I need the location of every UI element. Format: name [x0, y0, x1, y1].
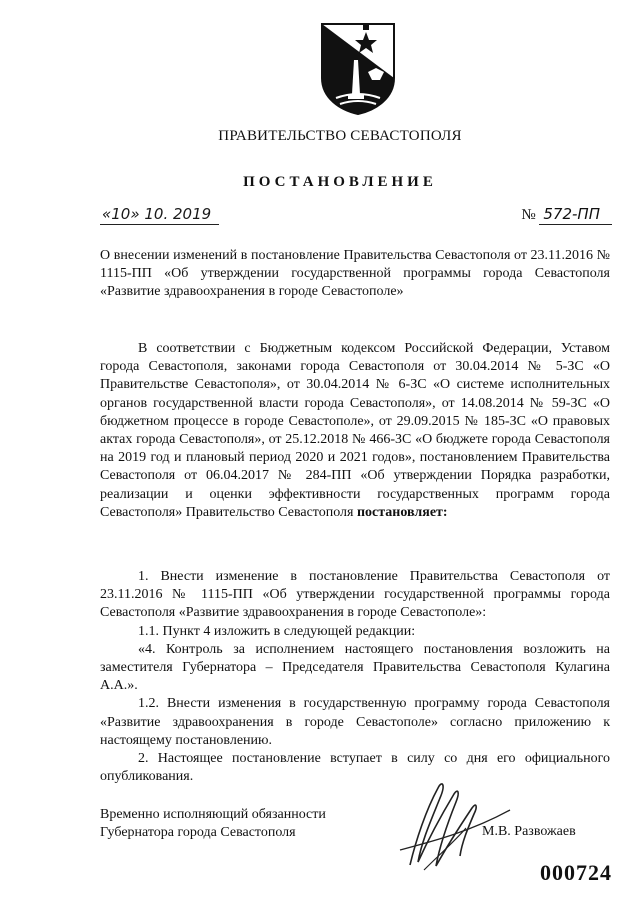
item-1-2: 1.2. Внести изменения в государственную программу города Севастополя «Развитие здравоохранения в городе Севастополе» согласно приложению к настоящему постановлению. — [100, 696, 610, 748]
date-handwritten: «10» 10. 2019 — [100, 205, 219, 225]
preamble — [100, 340, 610, 522]
decree-title: О внесении изменений в постановление Правительства Севастополя от 23.11.2016 № 1115-ПП «Об утверждении государственной программы города Севастополя «Развитие здравоохранения в городе Севастополе» — [100, 248, 610, 299]
document-type: ПОСТАНОВЛЕНИЕ — [243, 174, 437, 190]
decree-items — [100, 568, 610, 786]
document-number — [521, 205, 612, 224]
item-2: 2. Настоящее постановление вступает в силу со дня его официального опубликования. — [100, 751, 610, 785]
signatory-position — [100, 806, 326, 842]
sevastopol-coat-of-arms-icon — [318, 20, 398, 115]
number-prefix: № — [521, 207, 536, 223]
serial-number: 000724 — [540, 860, 612, 885]
item-1: 1. Внести изменение в постановление Правительства Севастополя от 23.11.2016 № 1115-ПП «Об утверждении государственной программы города Севастополя «Развитие здравоохранения в городе Севастополе»: — [100, 569, 610, 621]
resolves-word: постановляет: — [356, 504, 448, 520]
item-1-1-text: «4. Контроль за исполнением настоящего постановления возложить на заместителя Губернатора – Председателя Правительства Севастополя Кулагина А.А.». — [100, 641, 610, 694]
item-1-1: 1.1. Пункт 4 изложить в следующей редакции: — [138, 623, 416, 639]
number-handwritten: 572-ПП — [539, 205, 612, 225]
preamble-text: В соответствии с Бюджетным кодексом Российской Федерации, Уставом города Севастополя, законами города Севастополя от 30.04.2014 № 5-ЗС «О Правительстве Севастополя», от 30.04.2014 № 6-ЗС «О системе исполнительных органов государственной власти города Севастополя», от 14.08.2014 № 59-ЗС «О бюджетном процессе в городе Севастополе», от 29.09.2015 № 185-ЗС «О правовых актах города Севастополя», от 25.12.2018 № 466-ЗС «О бюджете города Севастополя на 2019 год и плановый период 2020 и 2021 годов», постановлением Правительства Севастополя от 06.04.2017 № 284-ПП «Об утверждении Порядка разработки, реализации и оценки эффективности государственных программ города Севастополя» Правительство Севастополя — [100, 341, 610, 520]
position-line-2: Губернатора города Севастополя — [100, 825, 296, 840]
document-date — [100, 205, 219, 223]
signatory-name: М.В. Развожаев — [482, 824, 576, 839]
organization-name: ПРАВИТЕЛЬСТВО СЕВАСТОПОЛЯ — [218, 128, 462, 144]
position-line-1: Временно исполняющий обязанности — [100, 807, 326, 822]
